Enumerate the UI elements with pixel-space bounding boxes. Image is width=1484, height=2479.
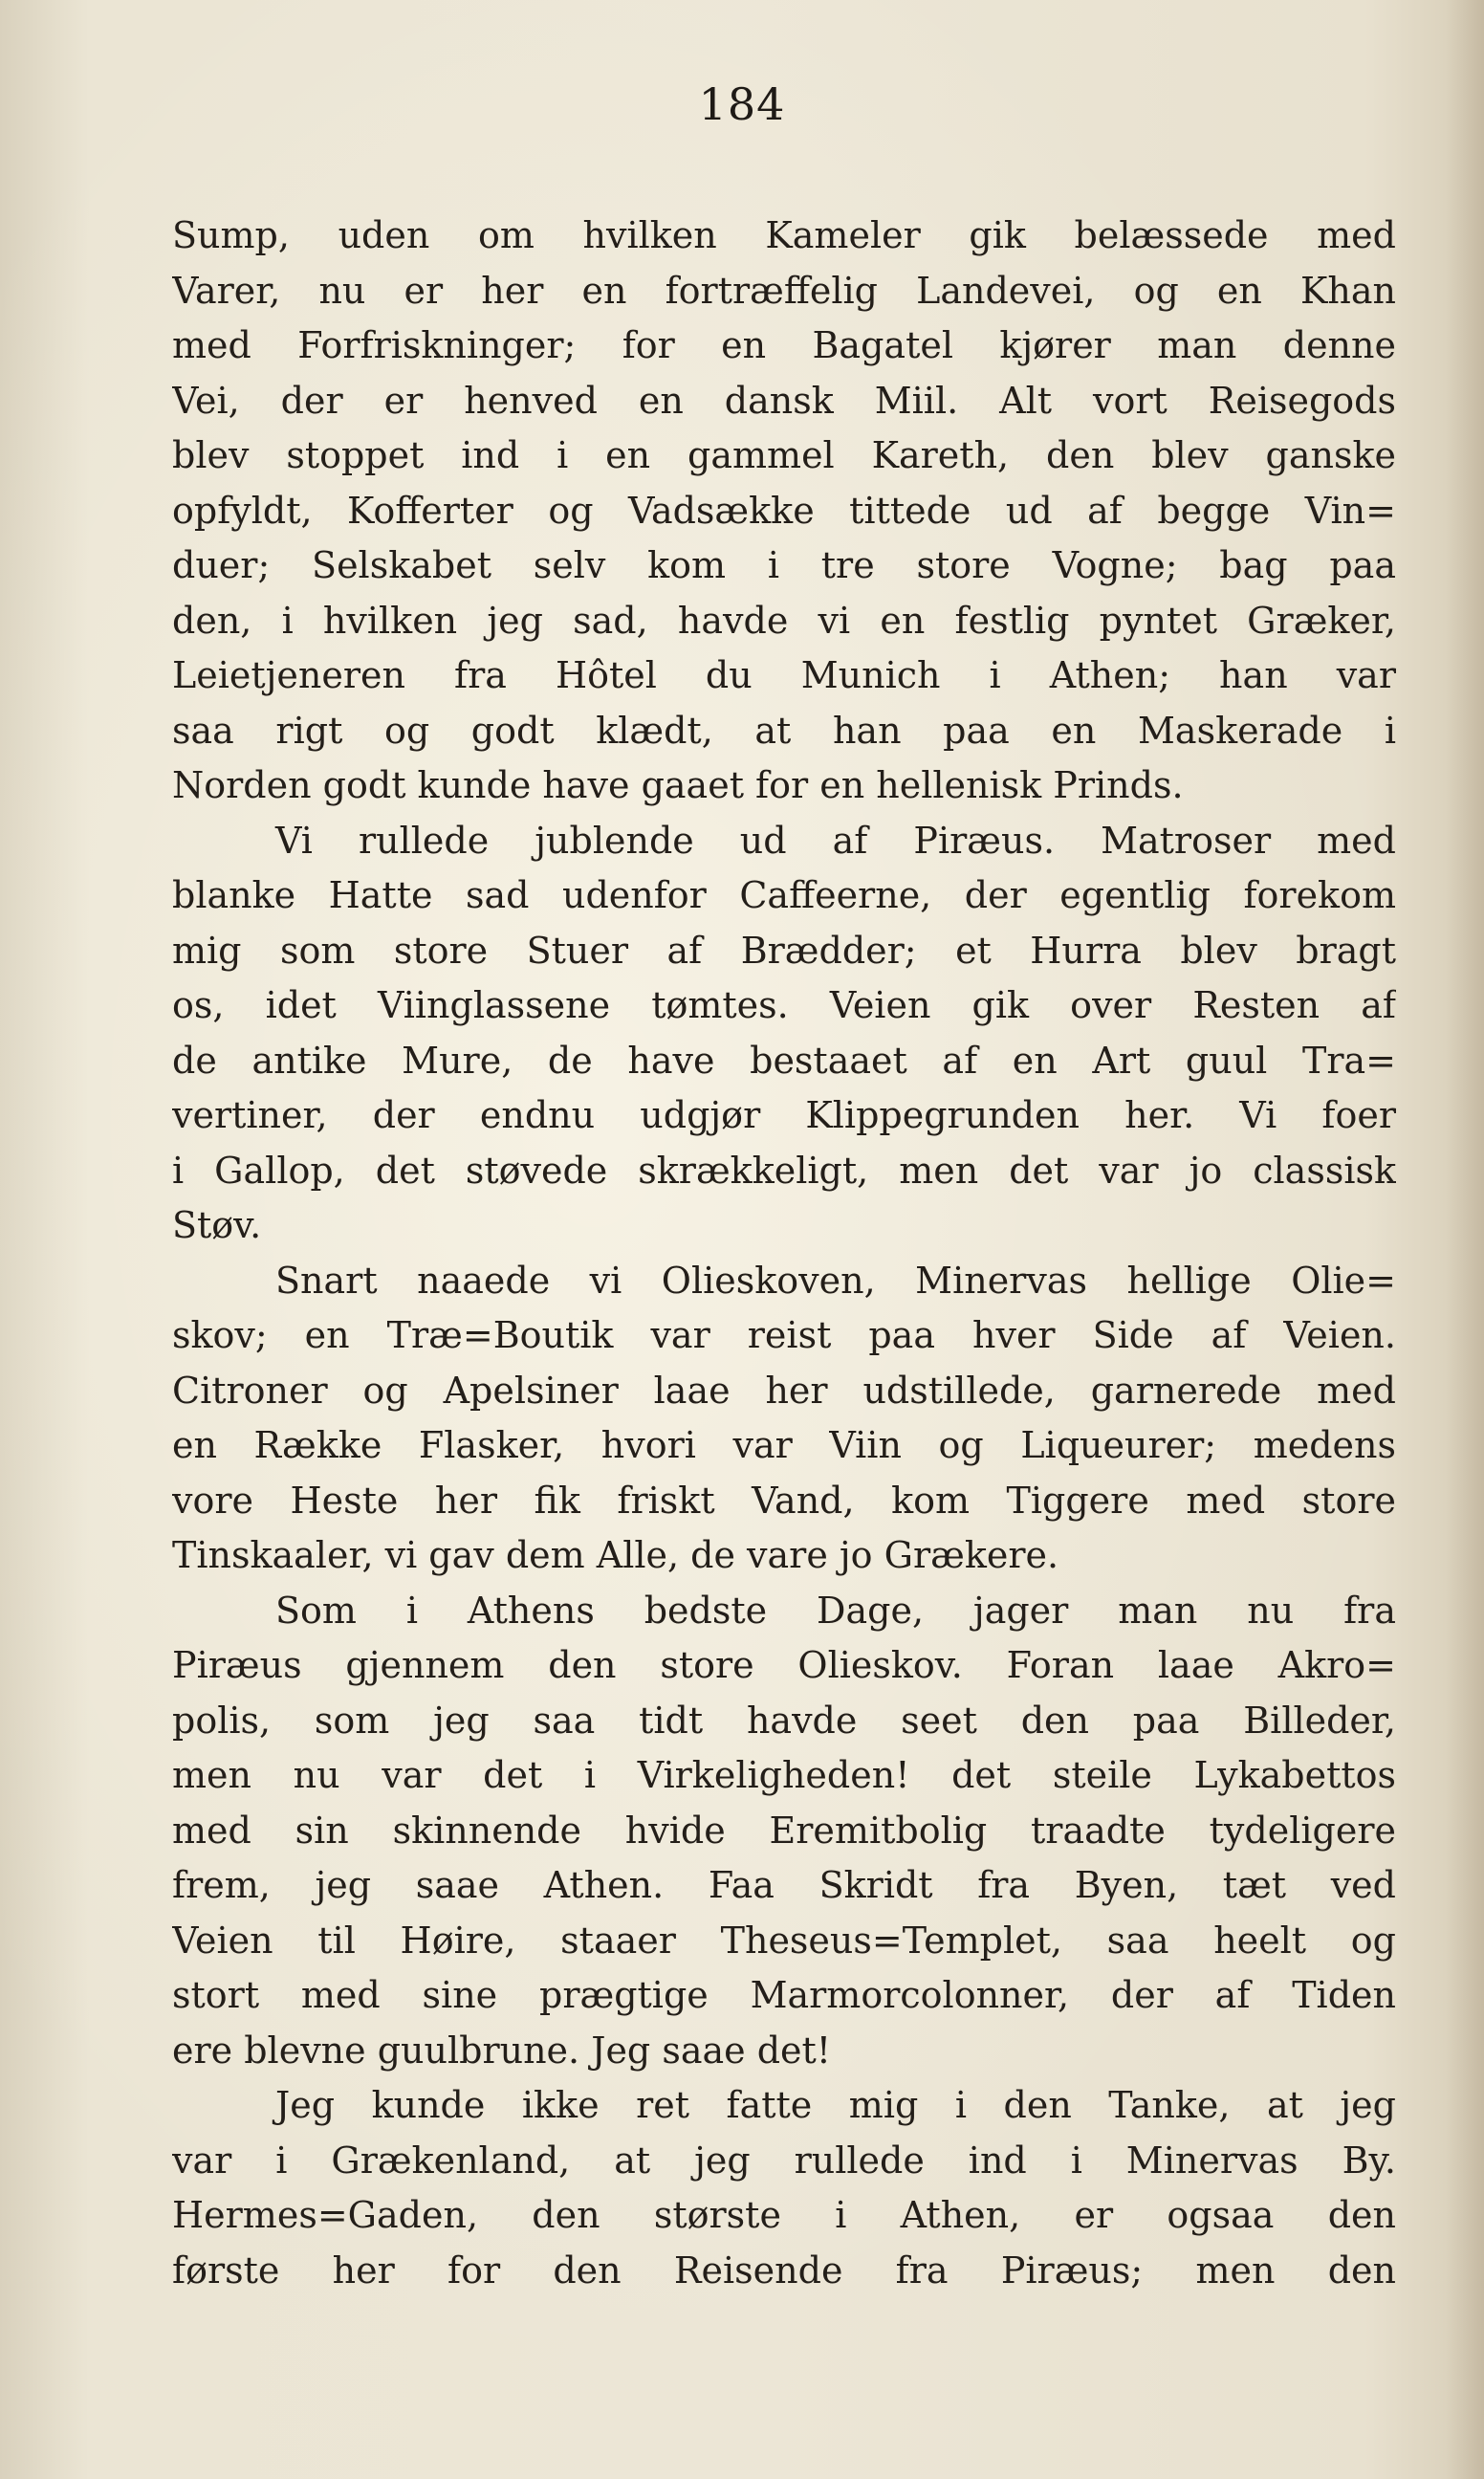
text-line: med Forfriskninger; for en Bagatel kjører man denne (172, 324, 1396, 366)
text-line: blev stoppet ind i en gammel Kareth, den blev ganske (172, 434, 1396, 476)
text-line: Leietjeneren fra Hôtel du Munich i Athen; han var (172, 654, 1396, 696)
text-line: blanke Hatte sad udenfor Caffeerne, der egentlig forekom (172, 874, 1396, 916)
paragraph-start-line: Snart naaede vi Olieskoven, Minervas hellige Olie= (275, 1259, 1396, 1302)
text-line: de antike Mure, de have bestaaet af en Art guul Tra= (172, 1039, 1396, 1082)
paragraph-start-line: Som i Athens bedste Dage, jager man nu fra (275, 1589, 1396, 1632)
text-line: frem, jeg saae Athen. Faa Skridt fra Byen, tæt ved (172, 1864, 1396, 1906)
text-line: var i Grækenland, at jeg rullede ind i Minervas By. (172, 2139, 1396, 2182)
text-line: saa rigt og godt klædt, at han paa en Maskerade i (172, 709, 1396, 752)
text-line: Hermes=Gaden, den største i Athen, er ogsaa den (172, 2194, 1396, 2236)
text-line: Vei, der er henved en dansk Miil. Alt vort Reisegods (172, 379, 1396, 422)
text-line: Tinskaaler, vi gav dem Alle, de vare jo Grækere. (172, 1534, 1059, 1576)
text-line: skov; en Træ=Boutik var reist paa hver Side af Veien. (172, 1314, 1396, 1356)
text-line: men nu var det i Virkeligheden! det steile Lykabettos (172, 1754, 1396, 1796)
paragraph-start-line: Jeg kunde ikke ret fatte mig i den Tanke, at jeg (275, 2084, 1396, 2126)
text-line: stort med sine prægtige Marmorcolonner, der af Tiden (172, 1974, 1396, 2016)
text-line: den, i hvilken jeg sad, havde vi en festlig pyntet Græker, (172, 599, 1396, 642)
text-line: Varer, nu er her en fortræffelig Landevei, og en Khan (172, 269, 1396, 312)
text-line: opfyldt, Kofferter og Vadsække tittede ud af begge Vin= (172, 489, 1396, 532)
text-line: os, idet Viinglassene tømtes. Veien gik over Resten af (172, 984, 1396, 1026)
text-line: første her for den Reisende fra Piræus; men den (172, 2249, 1396, 2292)
text-line: mig som store Stuer af Brædder; et Hurra blev bragt (172, 929, 1396, 972)
text-line: vore Heste her fik friskt Vand, kom Tiggere med store (172, 1479, 1396, 1522)
text-line: vertiner, der endnu udgjør Klippegrunden her. Vi foer (172, 1094, 1396, 1136)
text-line: ere blevne guulbrune. Jeg saae det! (172, 2029, 832, 2072)
text-line: Piræus gjennem den store Olieskov. Foran laae Akro= (172, 1644, 1396, 1686)
text-line: Citroner og Apelsiner laae her udstillede, garnerede med (172, 1369, 1396, 1412)
paragraph-start-line: Vi rullede jublende ud af Piræus. Matroser med (275, 819, 1396, 862)
body-text (172, 208, 1396, 2298)
page-edge-shadow (1446, 0, 1484, 2479)
text-line: Sump, uden om hvilken Kameler gik belæssede med (172, 214, 1396, 256)
page-number: 184 (698, 78, 786, 130)
text-line: en Række Flasker, hvori var Viin og Liqueurer; medens (172, 1424, 1396, 1466)
text-line: Støv. (172, 1204, 262, 1246)
text-line: Norden godt kunde have gaaet for en hellenisk Prinds. (172, 764, 1184, 806)
text-line: med sin skinnende hvide Eremitbolig traadte tydeligere (172, 1809, 1396, 1852)
text-line: polis, som jeg saa tidt havde seet den paa Billeder, (172, 1699, 1396, 1742)
text-line: duer; Selskabet selv kom i tre store Vogne; bag paa (172, 544, 1396, 586)
text-line: i Gallop, det støvede skrækkeligt, men det var jo classisk (172, 1149, 1396, 1192)
text-line: Veien til Høire, staaer Theseus=Templet, saa heelt og (172, 1919, 1396, 1962)
